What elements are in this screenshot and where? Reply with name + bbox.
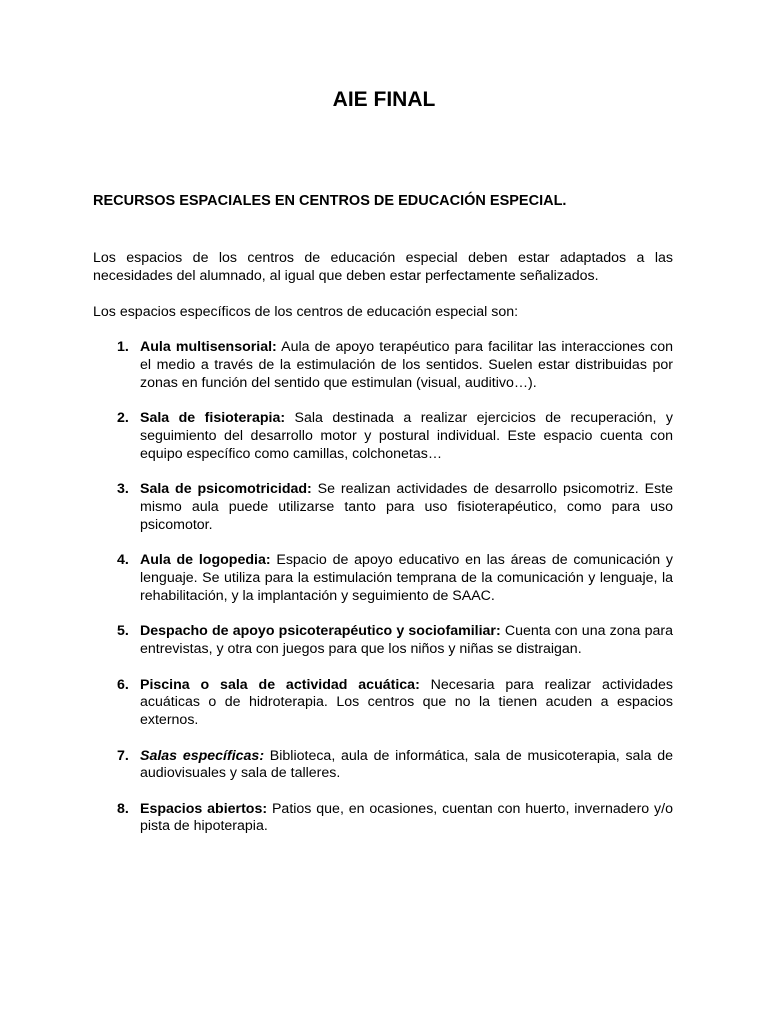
list-item-body [140,623,673,659]
list-item-term: Piscina o sala de actividad acuática: [140,676,420,693]
list-item-number: 5. [117,623,129,640]
list-item [93,339,673,392]
list-item-text: Se realizan actividades de desarrollo psicomotriz. Este mismo aula puede utilizarse tanto para uso fisioterapéutico, como para uso psicomotor. [140,481,673,533]
list-item-body [140,801,673,837]
list-item-body [140,677,673,730]
list-item-term: Aula multisensorial: [140,339,277,356]
lead-paragraph: Los espacios específicos de los centros de educación especial son: [93,303,519,320]
list-item [93,552,673,605]
document-title: AIE FINAL [332,88,436,111]
list-item-body [140,410,673,463]
spaces-list [93,339,673,836]
list-item-term: Sala de psicomotricidad: [140,481,312,498]
list-item-number: 7. [117,747,129,764]
list-item-term: Espacios abiertos: [140,800,268,817]
list-item [93,801,673,837]
list-item-term: Salas específicas: [140,747,265,764]
list-item [93,677,673,730]
list-item-body [140,748,673,784]
list-item-term: Aula de logopedia: [140,552,271,569]
list-item-number: 3. [117,481,129,498]
list-item-text: Patios que, en ocasiones, cuentan con huerto, invernadero y/o pista de hipoterapia. [140,800,673,835]
list-item-term: Despacho de apoyo psicoterapéutico y sociofamiliar: [140,623,501,640]
list-item-number: 6. [117,676,129,693]
list-item-text: Sala destinada a realizar ejercicios de recuperación, y seguimiento del desarrollo motor y postural individual. Este espacio cuenta con equipo específico como camillas, colchonetas… [140,410,673,462]
list-item [93,410,673,463]
list-item [93,623,673,659]
section-heading: RECURSOS ESPACIALES EN CENTROS DE EDUCACIÓN ESPECIAL. [93,193,567,209]
list-item-body [140,552,673,605]
list-item-number: 4. [117,552,129,569]
list-item-text: Necesaria para realizar actividades acuáticas o de hidroterapia. Los centros que no la tienen acuden a espacios externos. [140,676,673,729]
list-item-text: Aula de apoyo terapéutico para facilitar las interacciones con el medio a través de la estimulación de los sentidos. Suelen estar distribuidas por zonas en función del sentido que estimulan (visual, auditivo…). [140,339,673,391]
document-body [93,250,673,854]
list-item-number: 1. [117,339,129,356]
list-item-number: 2. [117,410,129,427]
list-item-body [140,339,673,392]
list-item-number: 8. [117,800,129,817]
list-item-text: Espacio de apoyo educativo en las áreas de comunicación y lenguaje. Se utiliza para la estimulación temprana de la comunicación y lenguaje, la rehabilitación, y la implantación y seguimiento de SAAC. [140,552,673,604]
list-item [93,481,673,534]
list-item-term: Sala de fisioterapia: [140,410,286,427]
intro-paragraph: Los espacios de los centros de educación especial deben estar adaptados a las necesidades del alumnado, al igual que deben estar perfectamente señalizados. [93,250,673,284]
list-item-text: Biblioteca, aula de informática, sala de musicoterapia, sala de audiovisuales y sala de talleres. [140,747,674,782]
list-item-body [140,481,673,534]
list-item [93,748,673,784]
list-item-text: Cuenta con una zona para entrevistas, y otra con juegos para que los niños y niñas se distraigan. [140,623,673,658]
